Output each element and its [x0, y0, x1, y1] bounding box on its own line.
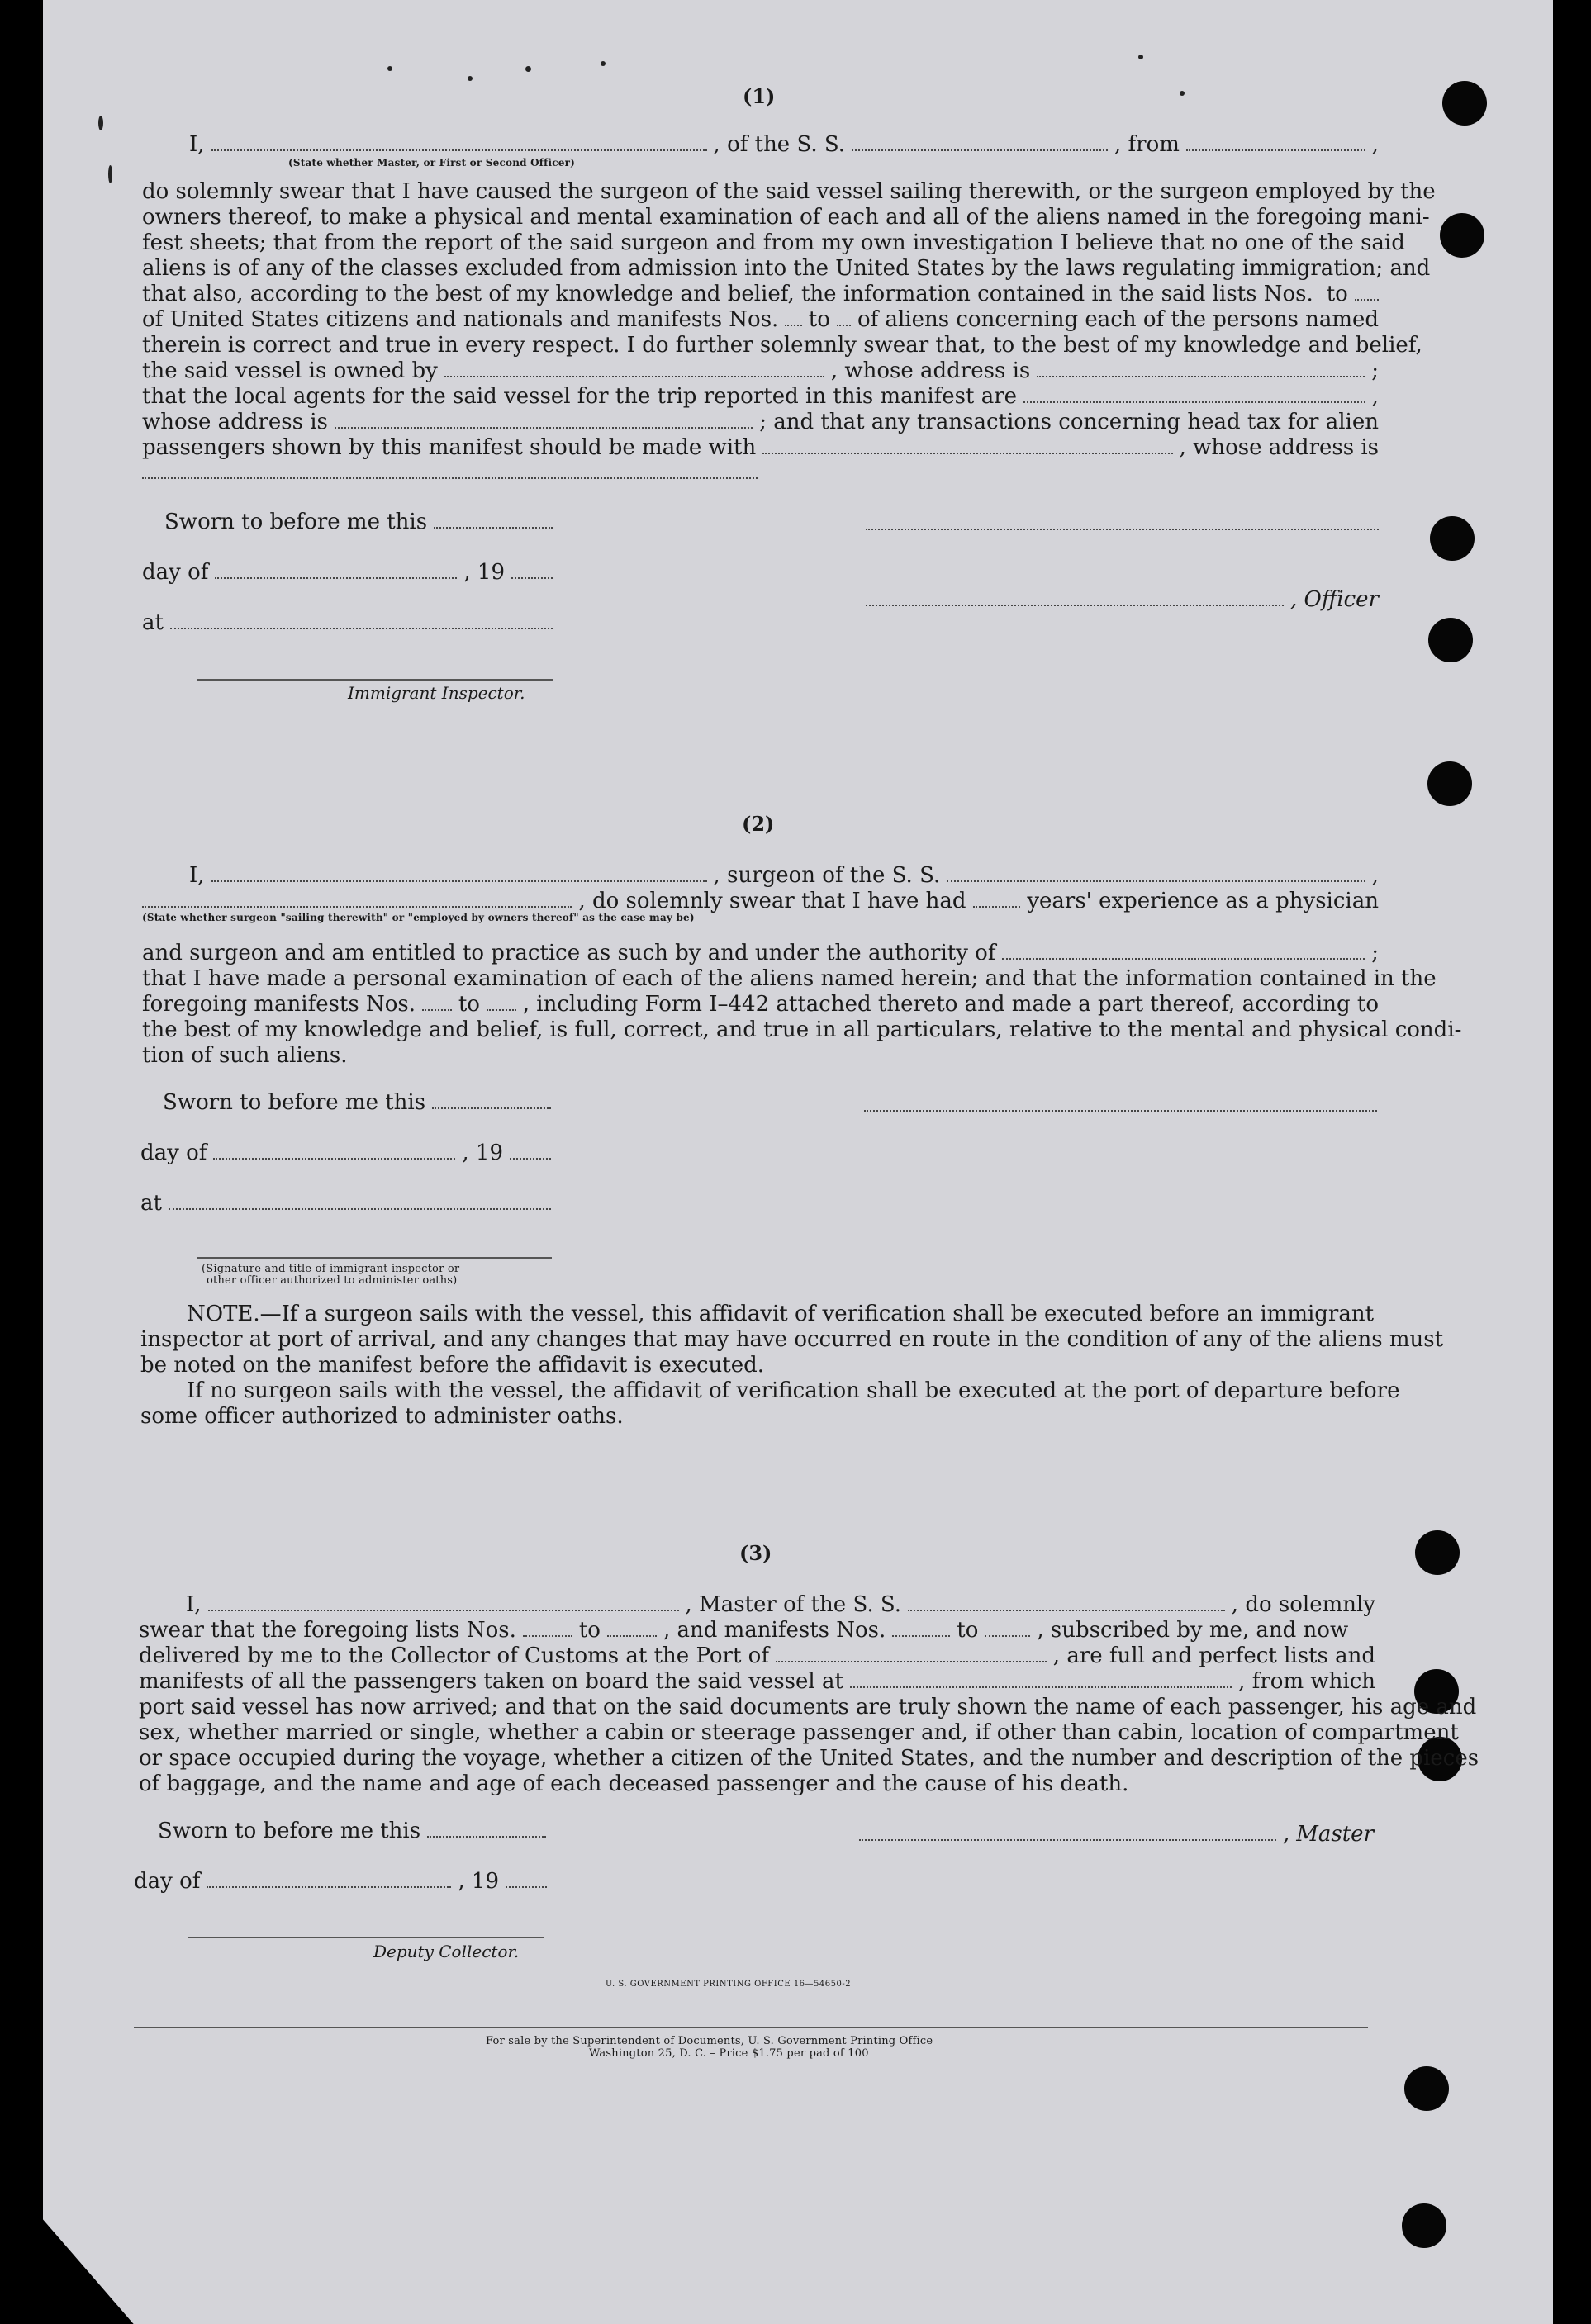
oath-text-line: of baggage, and the name and age of each deceased passenger and the cause of his death. — [139, 1771, 1129, 1796]
note-line: inspector at port of arrival, and any changes that may have occurred en route in the condition of any of the aliens must — [140, 1327, 1444, 1352]
oath-text-line: the best of my knowledge and belief, is full, correct, and true in all particulars, relative to the mental and physical condi- — [142, 1017, 1462, 1042]
head-tax-line: passengers shown by this manifest should be made with , whose address is — [142, 435, 1379, 460]
deputy-signature-line — [188, 1937, 544, 1938]
oath-text-line: that I have made a personal examination of each of the aliens named herein; and that the information contained in the — [142, 966, 1437, 991]
punch-hole — [1428, 618, 1473, 662]
officer-line: , Officer — [866, 587, 1379, 613]
master-rank-note: (State whether Master, or First or Second Officer) — [288, 157, 575, 168]
punch-hole — [1440, 213, 1484, 258]
oath-text-line: owners thereof, to make a physical and mental examination of each and all of the aliens named in the foregoing mani- — [142, 205, 1430, 230]
note-line: NOTE.—If a surgeon sails with the vessel, this affidavit of verification shall be executed before an immigrant — [187, 1302, 1375, 1326]
note-line: be noted on the manifest before the affidavit is executed. — [140, 1353, 765, 1378]
master-signature-line: , Master — [859, 1822, 1374, 1847]
punch-hole — [1402, 2203, 1446, 2248]
lists-nos-line: that also, according to the best of my knowledge and belief, the information contained in the said lists Nos. to — [142, 282, 1379, 307]
oath-text-line: fest sheets; that from the report of the said surgeon and from my own investigation I believe that no one of the said — [142, 230, 1405, 255]
address-blank — [142, 477, 758, 479]
boarded-at-line: manifests of all the passengers taken on board the said vessel at , from which — [139, 1669, 1375, 1694]
punch-hole — [1427, 761, 1472, 806]
agents-line: that the local agents for the said vessel for the trip reported in this manifest are , — [142, 384, 1379, 409]
section-number: (2) — [742, 812, 775, 836]
signature-blank — [866, 529, 1379, 530]
signature-note: (Signature and title of immigrant inspector or — [202, 1263, 460, 1275]
authority-line: and surgeon and am entitled to practice as such by and under the authority of ; — [142, 941, 1379, 965]
note-line: If no surgeon sails with the vessel, the affidavit of verification shall be executed at the port of departure before — [187, 1378, 1400, 1403]
oath-text-line: aliens is of any of the classes excluded from admission into the United States by the laws regulating immigration; and — [142, 256, 1431, 281]
port-line: delivered by me to the Collector of Customs at the Port of , are full and perfect lists and — [139, 1643, 1375, 1668]
note-line: some officer authorized to administer oaths. — [140, 1404, 624, 1429]
manifests-nos-line: of United States citizens and nationals and manifests Nos. to of aliens concerning each of the persons named — [142, 307, 1379, 332]
punch-hole — [1430, 516, 1475, 561]
sale-notice: For sale by the Superintendent of Documents, U. S. Government Printing Office — [486, 2035, 933, 2047]
footer-rule — [134, 2027, 1368, 2028]
sworn-line: Sworn to before me this — [158, 1819, 546, 1844]
ink-speck — [601, 61, 606, 66]
at-line: at — [142, 610, 553, 636]
ink-speck — [1138, 55, 1143, 59]
at-line: at — [140, 1191, 551, 1217]
signature-note: other officer authorized to administer oaths) — [207, 1274, 458, 1287]
punch-hole — [1415, 1530, 1460, 1575]
owner-line: the said vessel is owned by , whose address is ; — [142, 358, 1379, 383]
oath-text-line: therein is correct and true in every respect. I do further solemnly swear that, to the best of my knowledge and belief, — [142, 333, 1422, 358]
ink-speck — [468, 76, 473, 81]
section-number: (3) — [739, 1541, 772, 1565]
punch-hole — [1442, 81, 1487, 126]
ink-speck — [98, 116, 103, 130]
master-oath-line: I, , Master of the S. S. , do solemnly — [186, 1592, 1375, 1617]
lists-nos-line: swear that the foregoing lists Nos. to , and manifests Nos. to , subscribed by me, and now — [139, 1618, 1349, 1643]
day-of-line: day of , 19 — [134, 1869, 547, 1895]
oath-text-line: or space occupied during the voyage, whether a citizen of the United States, and the number and description of the pieces — [139, 1746, 1479, 1771]
experience-line: , do solemnly swear that I have had years' experience as a physician — [142, 889, 1379, 914]
signature-line — [197, 1257, 552, 1259]
sworn-line: Sworn to before me this — [164, 510, 553, 535]
ink-speck — [525, 66, 531, 72]
sworn-line: Sworn to before me this — [163, 1090, 551, 1116]
foregoing-manifests-line: foregoing manifests Nos. to , including Form I–442 attached thereto and made a part thereof, according to — [142, 992, 1379, 1017]
ink-speck — [1180, 91, 1185, 96]
section-number: (1) — [743, 84, 776, 108]
signature-blank — [864, 1110, 1377, 1112]
oath-text-line: port said vessel has now arrived; and that on the said documents are truly shown the name of each passenger, his age and — [139, 1695, 1477, 1719]
deputy-label: Deputy Collector. — [373, 1942, 520, 1961]
day-of-line: day of , 19 — [140, 1141, 551, 1166]
ink-speck — [387, 66, 392, 71]
surgeon-note: (State whether surgeon "sailing therewith" or "employed by owners thereof" as the case may be) — [142, 912, 695, 923]
surgeon-oath-line: I, , surgeon of the S. S. , — [189, 863, 1379, 888]
sale-notice: Washington 25, D. C. – Price $1.75 per pad of 100 — [589, 2047, 869, 2060]
day-of-line: day of , 19 — [142, 560, 553, 586]
gpo-imprint: U. S. GOVERNMENT PRINTING OFFICE 16—54650-2 — [606, 1980, 852, 1989]
oath-text-line: tion of such aliens. — [142, 1043, 348, 1068]
master-oath-line: I, , of the S. S. , from , — [189, 132, 1379, 157]
agents-address-line: whose address is ; and that any transactions concerning head tax for alien — [142, 410, 1379, 434]
punch-hole — [1404, 2066, 1449, 2111]
ink-speck — [108, 165, 112, 183]
inspector-label: Immigrant Inspector. — [348, 683, 525, 703]
oath-text-line: sex, whether married or single, whether a cabin or steerage passenger and, if other than cabin, location of compartment — [139, 1720, 1459, 1745]
oath-text-line: do solemnly swear that I have caused the surgeon of the said vessel sailing therewith, or the surgeon employed by the — [142, 179, 1436, 204]
